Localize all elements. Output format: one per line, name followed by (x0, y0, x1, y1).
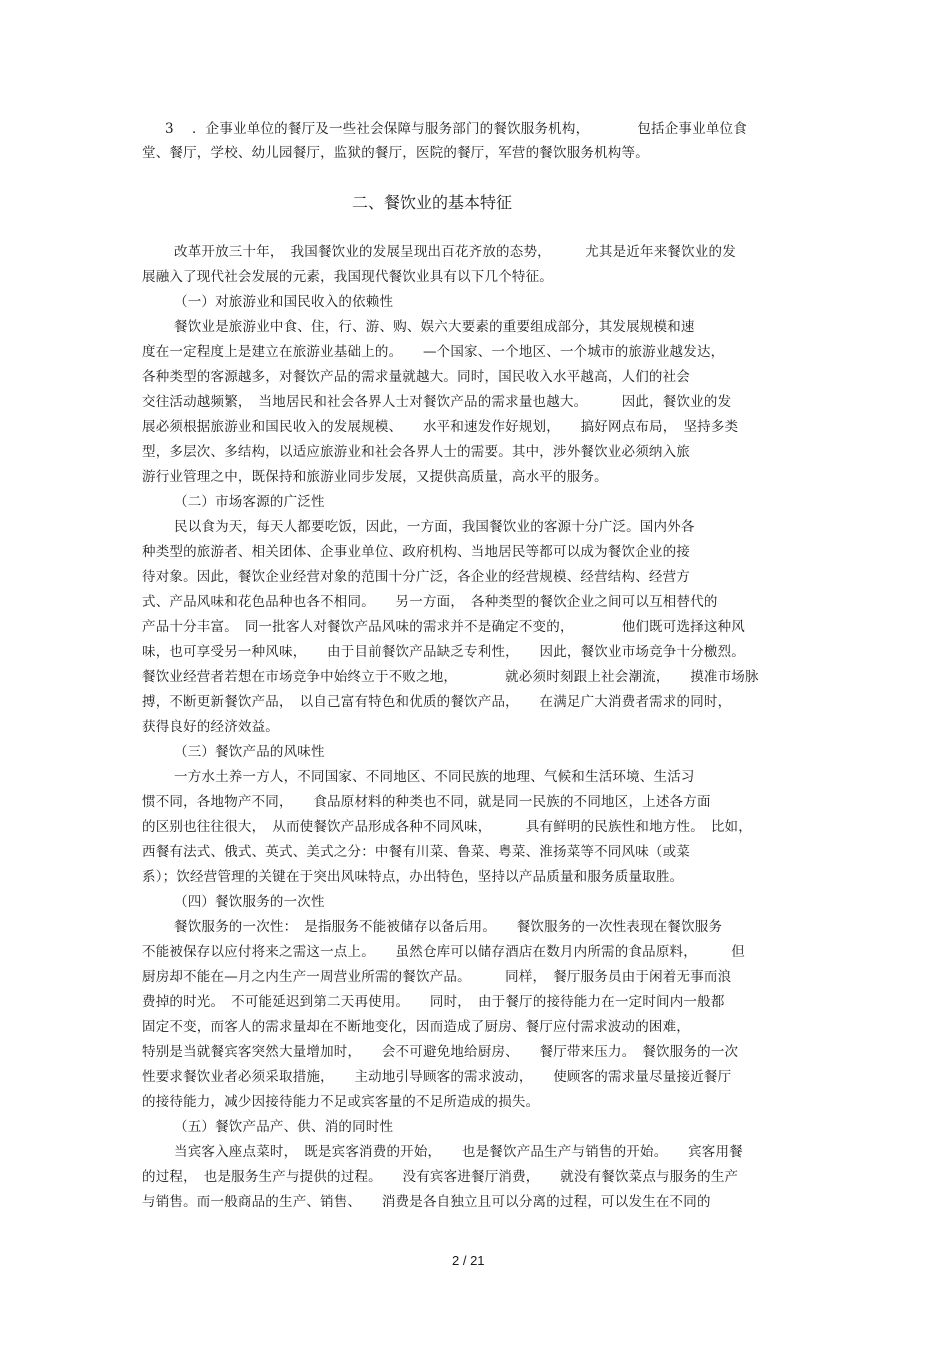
subsection-heading: （五）餐饮产品产、供、消的同时性 (174, 1119, 394, 1135)
text-line: 餐饮业经营者若想在市场竞争中始终立于不败之地， 就必须时刻跟上社会潮流， 摸准市场脉 (142, 669, 759, 685)
text-line: 的过程， 也是服务生产与提供的过程。 没有宾客进餐厅消费， 就没有餐饮菜点与服务的生产 (142, 1169, 739, 1185)
text-line: 费掉的时光。 不可能延迟到第二天再使用。 同时， 由于餐厅的接待能力在一定时间内一般都 (142, 994, 725, 1010)
text-line: 惯不同，各地物产不同， 食品原材料的种类也不同，就是同一民族的不同地区，上述各方面 (142, 794, 711, 810)
text-line: 的接待能力，减少因接待能力不足或宾客量的不足所造成的损失。 (142, 1094, 540, 1110)
text-line: 的区别也往往很大， 从而使餐饮产品形成各种不同风味， 具有鲜明的民族性和地方性。 比如， (142, 819, 752, 835)
text-line: 改革开放三十年， 我国餐饮业的发展呈现出百花齐放的态势， 尤其是近年来餐饮业的发 (174, 244, 736, 260)
text-line: 餐饮服务的一次性： 是指服务不能被储存以备后用。 餐饮服务的一次性表现在餐饮服务 (174, 919, 723, 935)
page-number: 2 / 21 (452, 1253, 485, 1268)
text-line: 度在一定程度上是建立在旅游业基础上的。 —个国家、一个地区、一个城市的旅游业越发达， (142, 344, 725, 360)
text-line: 西餐有法式、俄式、英式、美式之分：中餐有川菜、鲁菜、粤菜、淮扬菜等不同风味（或菜 (142, 844, 690, 860)
text-line: 系）；饮经营管理的关键在于突出风味特点，办出特色，坚持以产品质量和服务质量取胜。 (142, 869, 684, 885)
text-line: 各种类型的客源越多，对餐饮产品的需求量就越大。同时，国民收入水平越高，人们的社会 (142, 369, 690, 385)
text-line: 与销售。而一般商品的生产、销售、 消费是各自独立且可以分离的过程，可以发生在不同的 (142, 1194, 711, 1210)
text-line: 当宾客入座点菜时， 既是宾客消费的开始， 也是餐饮产品生产与销售的开始。 宾客用餐 (174, 1144, 743, 1160)
subsection-heading: （一）对旅游业和国民收入的依赖性 (174, 294, 394, 310)
text-line: 3 ．企事业单位的餐厅及一些社会保障与服务部门的餐饮服务机构， 包括企事业单位食 (165, 121, 747, 137)
text-line: 交往活动越频繁， 当地居民和社会各界人士对餐饮产品的需求量也越大。 因此，餐饮业的发 (142, 394, 732, 410)
text-line: 固定不变，而客人的需求量却在不断地变化，因而造成了厨房、餐厅应付需求波动的困难， (142, 1019, 690, 1035)
subsection-heading: （三）餐饮产品的风味性 (174, 744, 325, 760)
text-line: 游行业管理之中，既保持和旅游业同步发展，又提供高质量，高水平的服务。 (142, 469, 608, 485)
text-line: 味，也可享受另一种风味， 由于目前餐饮产品缺乏专利性， 因此，餐饮业市场竞争十分檄烈。 (142, 644, 745, 660)
text-line: 不能被保存以应付将来之需这一点上。 虽然仓库可以储存酒店在数月内所需的食品原料， 但 (142, 944, 745, 960)
text-line: 厨房却不能在—月之内生产一周营业所需的餐饮产品。 同样， 餐厅服务员由于闲着无事而浪 (142, 969, 732, 985)
text-line: 展必须根据旅游业和国民收入的发展规模、 水平和速发作好规划， 搞好网点布局， 坚持多类 (142, 419, 739, 435)
text-line: 民以食为天，每天人都要吃饭，因此，一方面，我国餐饮业的客源十分广泛。国内外各 (174, 519, 695, 535)
text-line: 一方水土养一方人，不同国家、不同地区、不同民族的地理、气候和生活环境、生活习 (174, 769, 695, 785)
text-line: 性要求餐饮业者必须采取措施， 主动地引导顾客的需求波动， 使顾客的需求量尽量接近餐厅 (142, 1069, 732, 1085)
text-line: 种类型的旅游者、相关团体、企事业单位、政府机构、当地居民等都可以成为餐饮企业的接 (142, 544, 690, 560)
text-line: 获得良好的经济效益。 (142, 719, 279, 735)
subsection-heading: （四）餐饮服务的一次性 (174, 894, 325, 910)
text-line: 产品十分丰富。 同一批客人对餐饮产品风味的需求并不是确定不变的， 他们既可选择这种风 (142, 619, 745, 635)
text-line: 式、产品风味和花色品种也各不相同。 另一方面， 各种类型的餐饮企业之间可以互相替代的 (142, 594, 718, 610)
text-line: 特别是当就餐宾客突然大量增加时， 会不可避免地给厨房、 餐厅带来压力。 餐饮服务的一次 (142, 1044, 739, 1060)
text-line: 堂、餐厅，学校、幼儿园餐厅，监狱的餐厅，医院的餐厅，军营的餐饮服务机构等。 (142, 145, 649, 161)
text-line: 餐饮业是旅游业中食、住，行、游、购、娱六大要素的重要组成部分，其发展规模和速 (174, 319, 695, 335)
section-heading: 二、餐饮业的基本特征 (352, 193, 513, 212)
text-line: 展融入了现代社会发展的元素，我国现代餐饮业具有以下几个特征。 (142, 269, 553, 285)
text-line: 型，多层次、多结构，以适应旅游业和社会各界人士的需要。其中，涉外餐饮业必须纳入旅 (142, 444, 690, 460)
subsection-heading: （二）市场客源的广泛性 (174, 494, 325, 510)
text-line: 待对象。因此，餐饮企业经营对象的范围十分广泛，各企业的经营规模、经营结构、经营方 (142, 569, 690, 585)
text-line: 搏，不断更新餐饮产品， 以自己富有特色和优质的餐饮产品， 在满足广大消费者需求的同时， (142, 694, 732, 710)
